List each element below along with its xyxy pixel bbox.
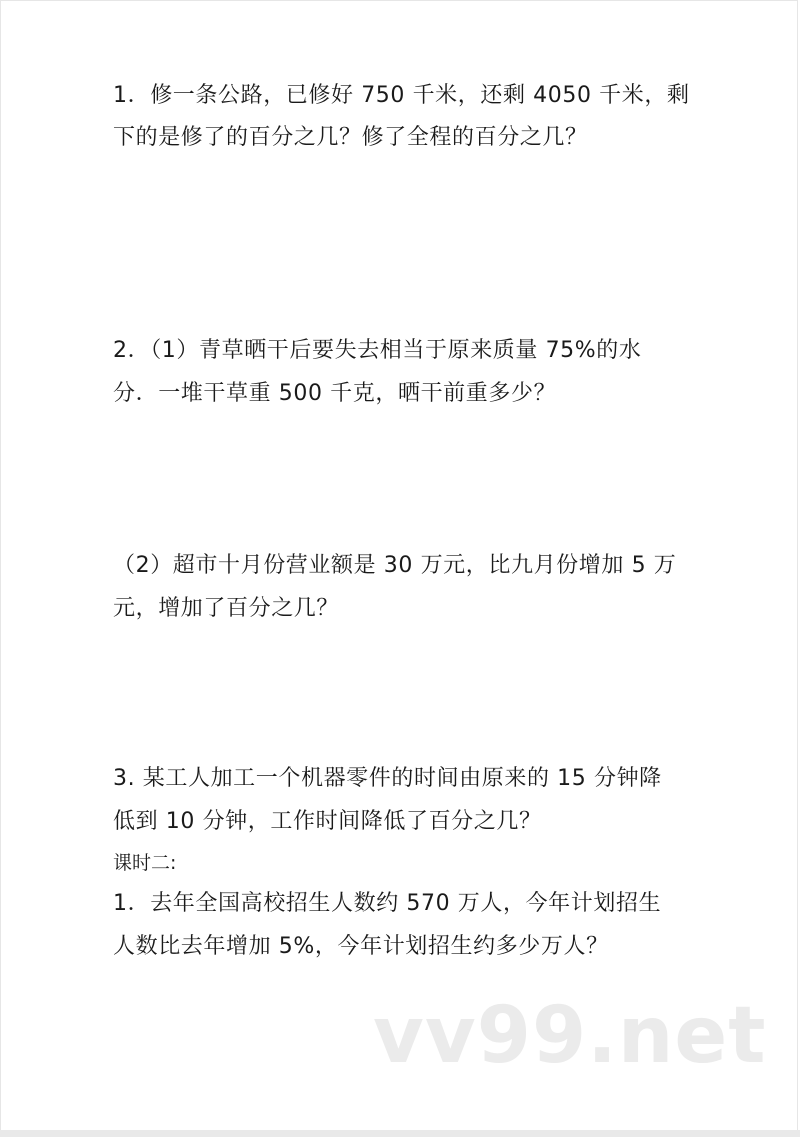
- problem-1-line-2: 下的是修了的百分之几？修了全程的百分之几？: [113, 125, 588, 150]
- problem-1-line-1: 1．修一条公路，已修好 750 千米，还剩 4050 千米，剩: [113, 83, 690, 108]
- page-bottom-edge: [0, 1130, 800, 1137]
- problem-2-2-line-1: （2）超市十月份营业额是 30 万元，比九月份增加 5 万: [113, 553, 677, 578]
- section2-problem-1-line-1: 1．去年全国高校招生人数约 570 万人，今年计划招生: [113, 891, 662, 916]
- problem-3-line-2: 低到 10 分钟，工作时间降低了百分之几？: [113, 809, 542, 834]
- section-label: 课时二:: [113, 852, 177, 874]
- watermark-text: vv99.net: [373, 991, 767, 1081]
- section2-problem-1-line-2: 人数比去年增加 5%，今年计划招生约多少万人？: [113, 934, 609, 959]
- problem-3-line-1: 3. 某工人加工一个机器零件的时间由原来的 15 分钟降: [113, 766, 662, 791]
- problem-2-1-line-2: 分．一堆干草重 500 千克，晒干前重多少？: [113, 381, 557, 406]
- problem-2-2-line-2: 元，增加了百分之几？: [113, 596, 340, 621]
- problem-2-1-line-1: 2．（1）青草晒干后要失去相当于原来质量 75%的水: [113, 338, 642, 363]
